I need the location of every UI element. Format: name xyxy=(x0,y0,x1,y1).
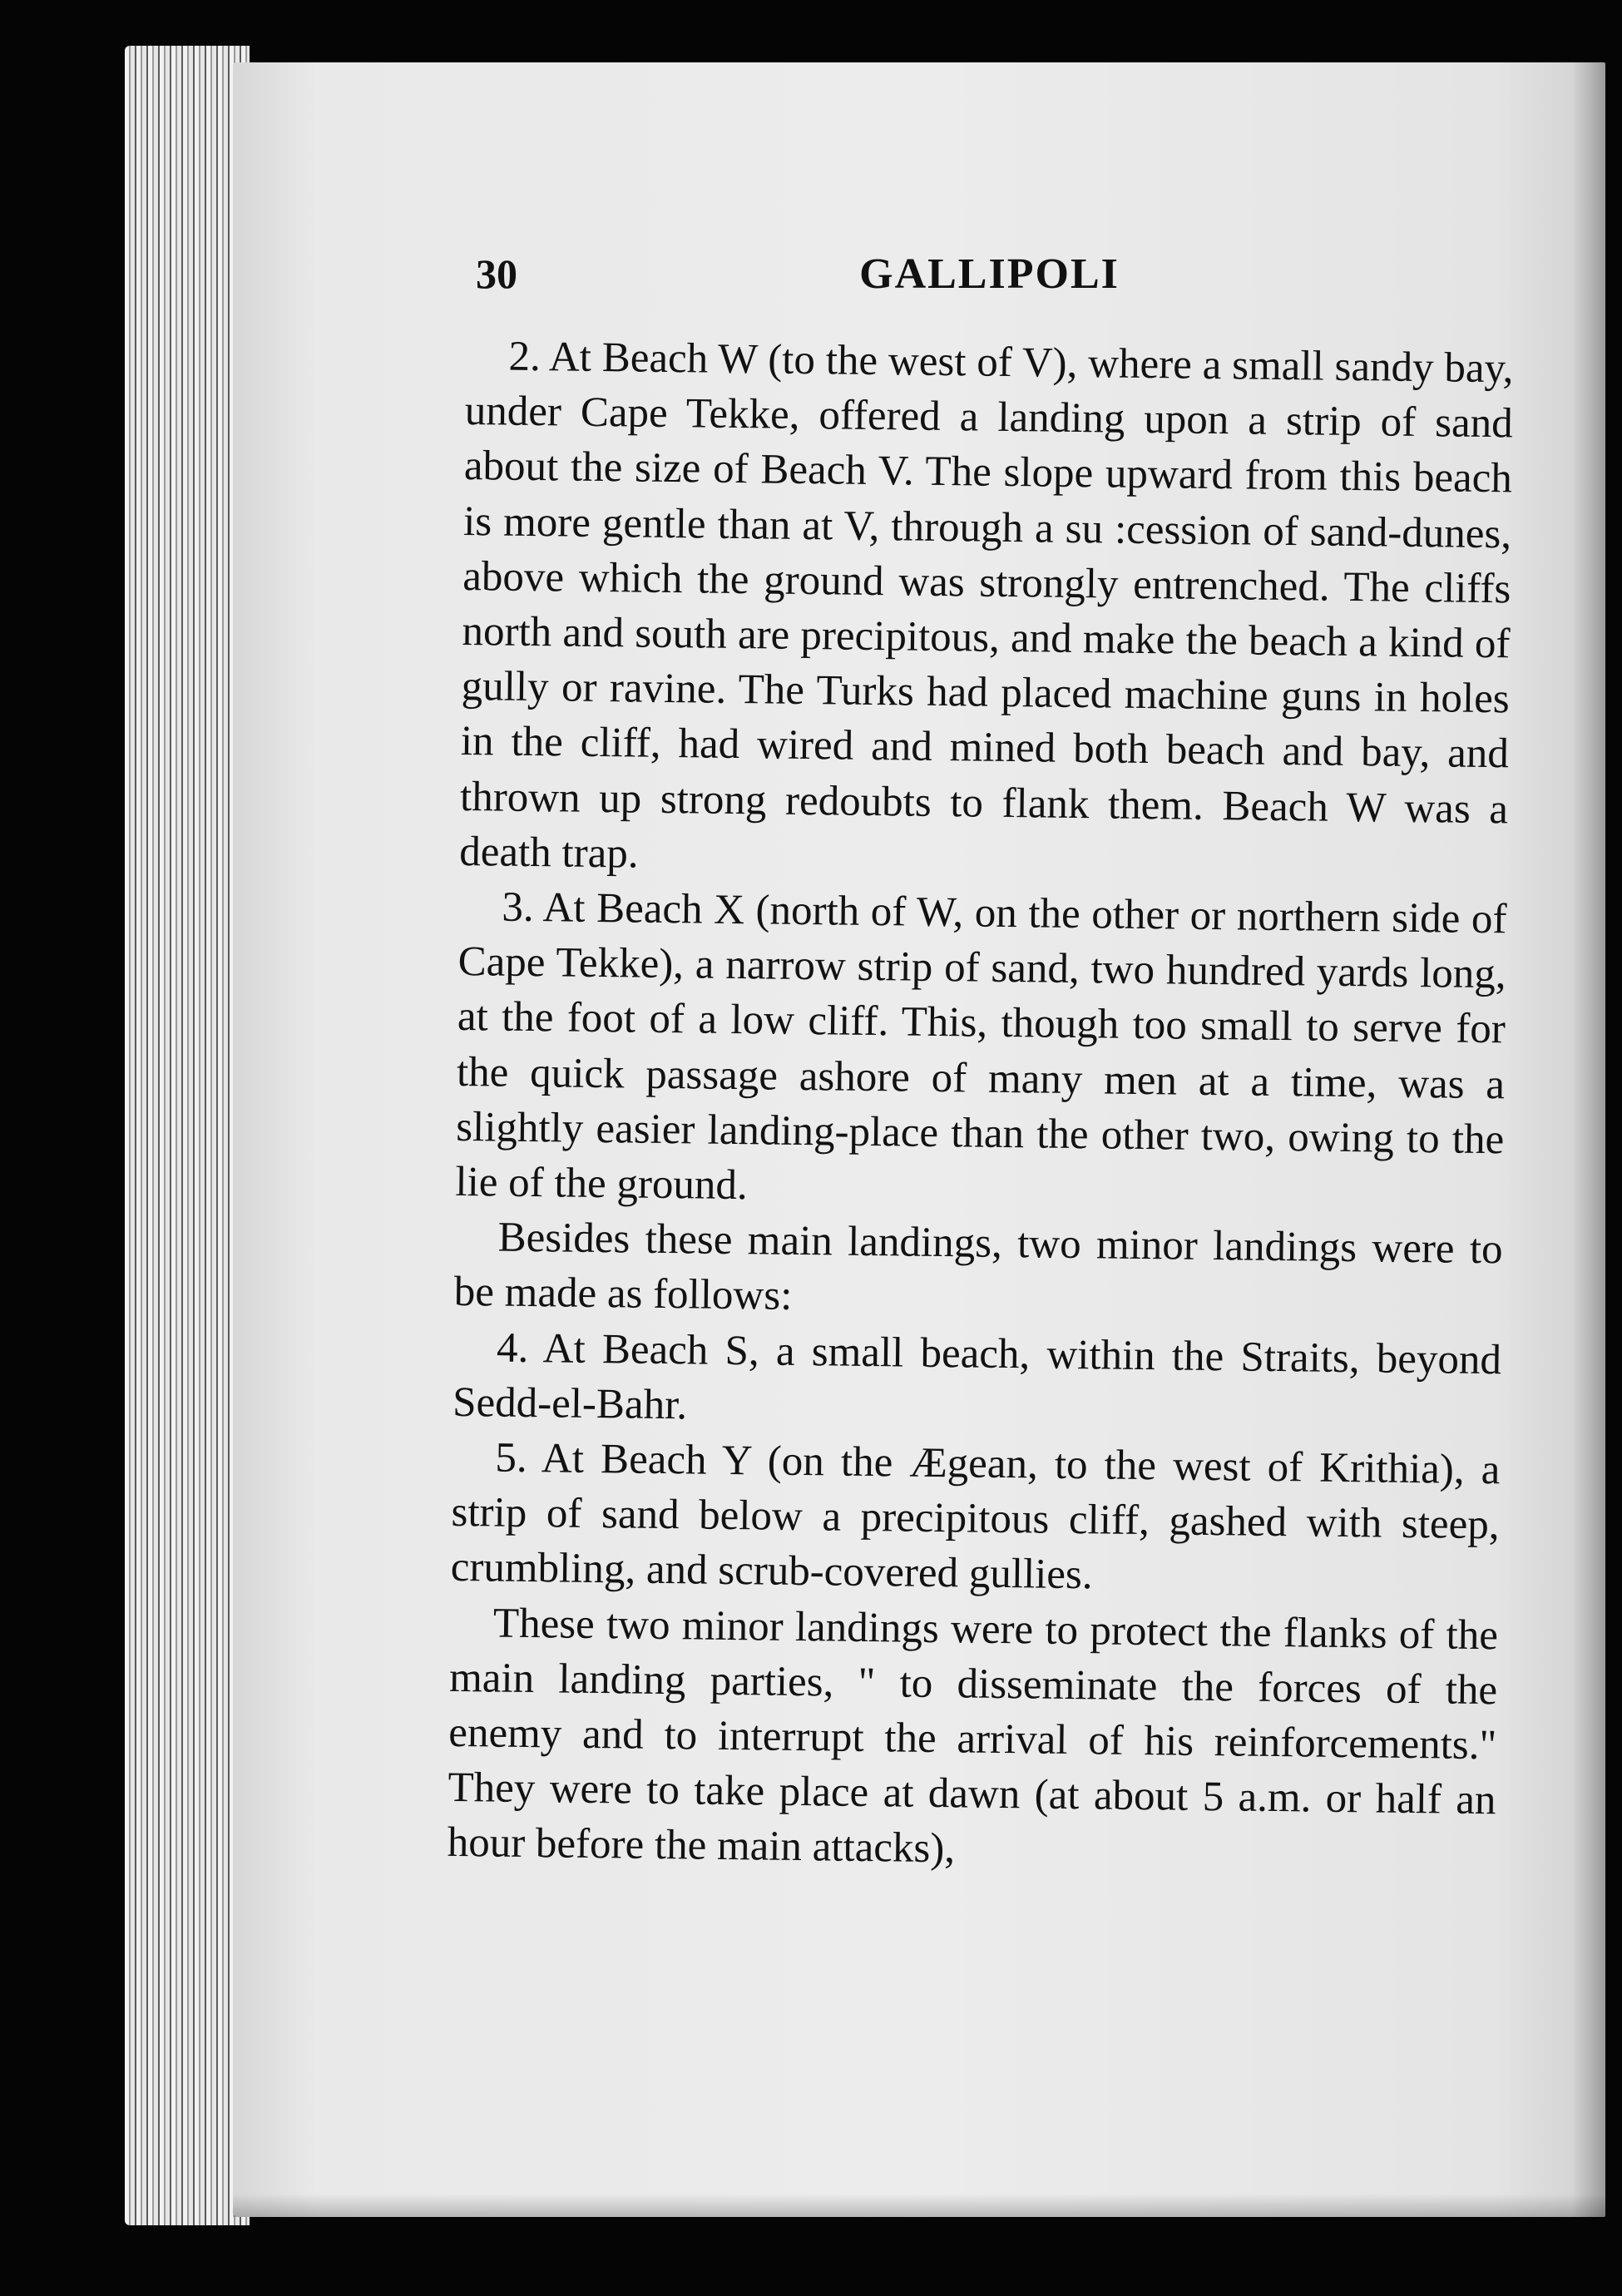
paragraph-minor-landings-intro: Besides these main landings, two minor landings were to be made as follows: xyxy=(453,1214,1503,1320)
page-bottom-edge xyxy=(233,2194,1605,2217)
paragraph-beach-s: 4. At Beach S, a small beach, within the Straits, beyond Sedd-el-Bahr. xyxy=(452,1324,1502,1429)
page-number: 30 xyxy=(476,250,517,297)
page-title: GALLIPOLI xyxy=(859,250,1120,298)
paragraph-beach-x: 3. At Beach X (north of W, on the other or northern side of Cape Tekke), a narrow strip of sand, two hundred yards long, at the foot of a low cliff. This, though too small to serve for the quick passage ashore of many men at a time, was a slightly easier landing-place than the other two, owing to the lie of the ground. xyxy=(455,883,1507,1210)
page-gutter-shadow xyxy=(1572,62,1605,2217)
paragraph-beach-y: 5. At Beach Y (on the Ægean, to the west of Krithia), a strip of sand below a precipitous cliff, gashed with steep, crumbling, and scrub-covered gullies. xyxy=(450,1434,1501,1599)
body-text xyxy=(447,329,1514,1883)
book-page-edges xyxy=(125,46,250,2225)
paragraph-minor-landings-purpose: These two minor landings were to protect the flanks of the main landing parties, " to disseminate the forces of the enemy and to interrupt the arrival of his reinforcements." They were to take place at dawn (at about 5 a.m. or half an hour before the main attacks), xyxy=(447,1600,1499,1873)
paragraph-beach-w: 2. At Beach W (to the west of V), where a small sandy bay, under Cape Tekke, offered a landing upon a strip of sand about the size of Beach V. The slope upward from this beach is more gentle than at V, through a su :cession of sand-dunes, above which the ground was strongly entrenched. The cliffs north and south are precipitous, and make the beach a kind of gully or ravine. The Turks had placed machine guns in holes in the cliff, had wired and mined both beach and bay, and thrown up strong redoubts to flank them. Beach W was a death trap. xyxy=(458,333,1514,878)
running-head xyxy=(476,250,1503,308)
